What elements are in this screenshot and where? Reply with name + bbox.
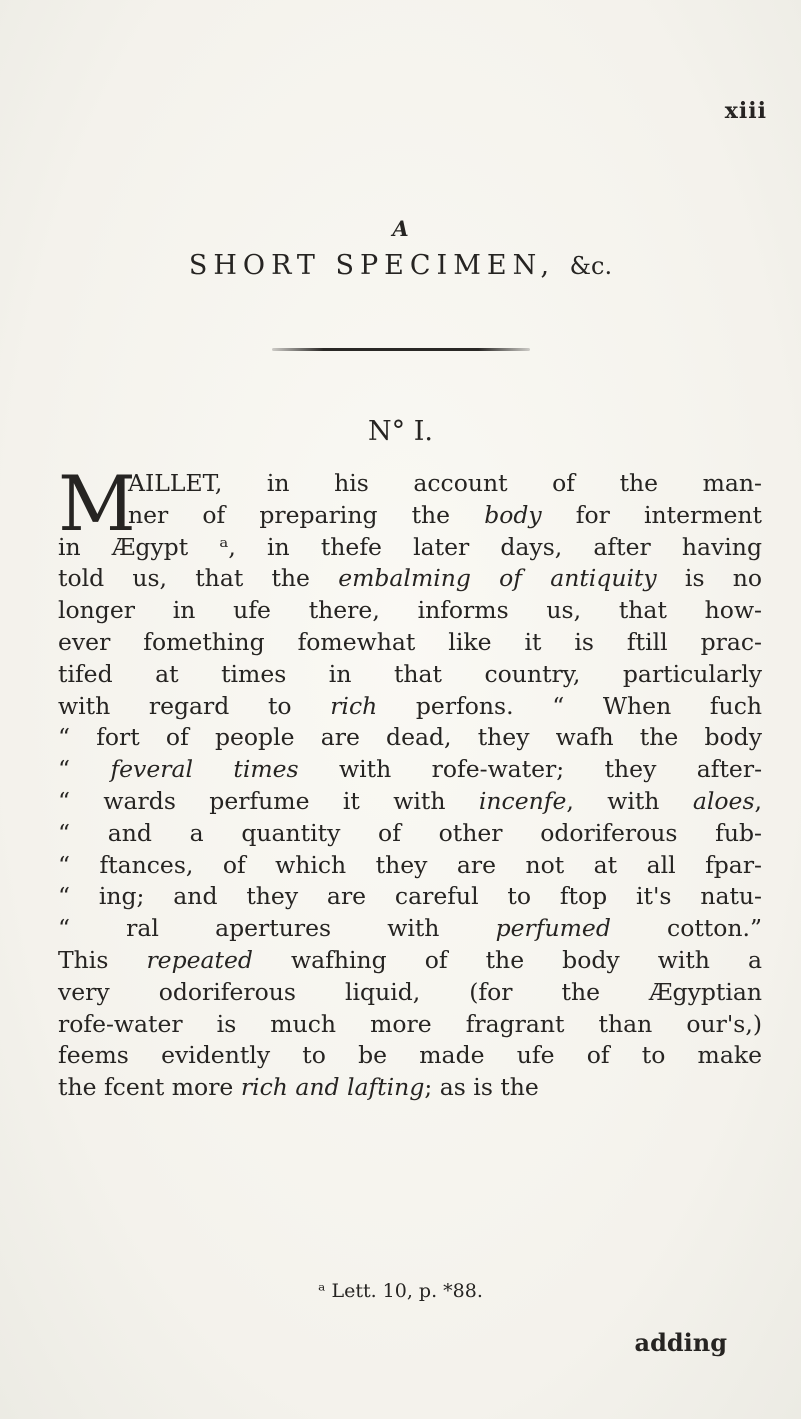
heading-article: A bbox=[392, 216, 409, 241]
text-segment: is no bbox=[656, 564, 762, 593]
italic-text: incenfe bbox=[478, 786, 567, 815]
text-segment: feems evidently to be made ufe of to make bbox=[58, 1041, 762, 1070]
text-line bbox=[58, 691, 762, 723]
text-segment: perfons. “ When fuch bbox=[377, 691, 762, 720]
text-segment: ever fomething fomewhat like it is ftill prac- bbox=[58, 627, 762, 656]
body-text bbox=[58, 459, 763, 1104]
italic-text: rich and lafting bbox=[240, 1073, 425, 1102]
italic-text: perfumed bbox=[495, 914, 611, 943]
text-segment: wafhing of the body with a bbox=[252, 945, 762, 974]
text-segment: “ fort of people are dead, they wafh the body bbox=[58, 723, 762, 752]
text-segment: longer in ufe there, informs us, that how- bbox=[58, 596, 762, 625]
text-line bbox=[58, 818, 762, 850]
text-line bbox=[58, 754, 762, 786]
text-segment: “ and a quantity of other odoriferous fub- bbox=[58, 818, 762, 847]
text-segment: “ ing; and they are careful to ftop it's natu- bbox=[58, 882, 762, 911]
section-number: N° I. bbox=[368, 416, 433, 447]
text-segment: “ ftances, of which they are not at all fpar- bbox=[58, 850, 762, 879]
italic-text: aloes bbox=[692, 786, 755, 815]
text-line bbox=[58, 468, 762, 500]
text-segment: , bbox=[754, 786, 762, 815]
text-line bbox=[58, 1009, 762, 1041]
text-segment: with rofe-water; they after- bbox=[298, 755, 763, 784]
text-segment: ; as is the bbox=[424, 1073, 539, 1102]
text-line bbox=[58, 722, 762, 754]
text-segment: ner of preparing the bbox=[128, 500, 485, 529]
italic-text: rich bbox=[330, 691, 378, 720]
text-segment: “ ral apertures with bbox=[58, 914, 496, 943]
text-segment: in Ægypt ᵃ, in thefe later days, after having bbox=[58, 532, 762, 561]
text-segment: tifed at times in that country, particularly bbox=[58, 659, 762, 688]
text-line bbox=[58, 563, 762, 595]
text-line bbox=[58, 659, 762, 691]
drop-cap: M bbox=[58, 459, 136, 548]
italic-text: embalming of antiquity bbox=[338, 564, 657, 593]
italic-text: body bbox=[484, 500, 542, 529]
text-segment: told us, that the bbox=[58, 564, 339, 593]
text-line bbox=[58, 1040, 762, 1072]
text-line bbox=[58, 881, 762, 913]
text-line bbox=[58, 850, 762, 882]
text-line bbox=[58, 1072, 762, 1104]
italic-text: feveral times bbox=[110, 755, 299, 784]
heading-title-etc: &c. bbox=[569, 252, 613, 280]
text-segment: with regard to bbox=[58, 691, 331, 720]
heading-title-text: SHORT SPECIMEN, bbox=[188, 250, 556, 281]
ornamental-rule bbox=[272, 348, 530, 351]
text-line bbox=[58, 913, 762, 945]
text-segment: , with bbox=[566, 786, 693, 815]
text-line bbox=[58, 977, 762, 1009]
text-line bbox=[58, 627, 762, 659]
text-segment: very odoriferous liquid, (for the Ægyptian bbox=[58, 977, 762, 1006]
text-segment: “ bbox=[58, 755, 111, 784]
text-line bbox=[58, 786, 762, 818]
text-segment: the fcent more bbox=[58, 1073, 241, 1102]
text-segment: “ wards perfume it with bbox=[58, 786, 479, 815]
text-segment: for interment bbox=[541, 500, 762, 529]
text-line bbox=[58, 500, 762, 532]
text-segment: AILLET, in his account of the man- bbox=[128, 469, 762, 497]
heading-title bbox=[0, 250, 801, 281]
footnote: ᵃ Lett. 10, p. *88. bbox=[318, 1280, 483, 1302]
text-segment: cotton.” bbox=[610, 914, 762, 943]
italic-text: repeated bbox=[146, 945, 253, 974]
page-number: xiii bbox=[724, 98, 767, 124]
catchword: adding bbox=[634, 1328, 727, 1357]
text-segment: rofe-water is much more fragrant than our's,) bbox=[58, 1009, 762, 1038]
text-segment: This bbox=[58, 945, 147, 974]
text-line bbox=[58, 532, 762, 564]
text-line bbox=[58, 595, 762, 627]
text-line bbox=[58, 945, 762, 977]
